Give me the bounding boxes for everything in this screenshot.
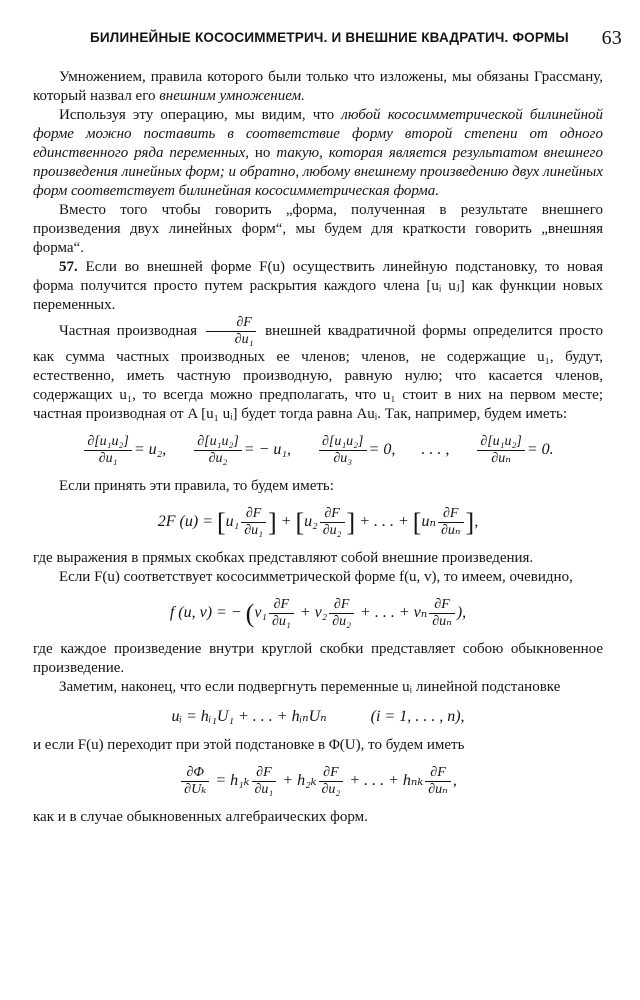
- running-header: [90, 27, 622, 49]
- page-number: 63: [601, 27, 622, 49]
- paragraph-1: Умножением, правила которого были только что изложены, мы обязаны Грассману, который назвал его внешним умножением.: [33, 69, 603, 104]
- equation-2F: 2F (u) = [u₁ $\frac{\partial F}{\text{∂u₁}}$ ] + [u₂ $\frac{\partial F}{\text{∂u₂}}$ ] + . . . + [uₙ $\frac{\partial F}{\text{∂uₙ}}$ ],: [157, 506, 479, 538]
- paragraph-8: Если F(u) соответствует кососимметрической форме f(u, v), то имеем, очевидно,: [59, 569, 573, 585]
- equation-partials: $\frac{\text{∂[u₁u₂]}}{\text{∂u₁}}$ = u₂, $\frac{\text{∂[u₁u₂]}}{\text{∂u₂}}$ = − u₁, $\frac{\text{∂[u₁u₂]}}{\text{∂u₃}}$ = 0, . . . , $\frac{\text{∂[u₁u₂]}}{\text{∂uₙ}}$ = 0.: [33, 434, 603, 467]
- paragraph-10: Заметим, наконец, что если подвергнуть переменные uᵢ линейной подстановке: [59, 679, 561, 695]
- paragraph-12: как и в случае обыкновенных алгебраических форм.: [33, 809, 368, 825]
- paragraph-2: Используя эту операцию, мы видим, что любой кососимметрической билинейной форме можно поставить в соответствие форму второй степени от одного единственного ряда переменных, но такую, которая является результатом внешнего произведения линейных форм; и обратно, любому внешнему произведению двух линейных форм соответствует билинейная кососимметрическая форма.: [33, 107, 604, 199]
- section-number: 57.: [59, 259, 78, 275]
- fraction: $\frac{\partial F}{\text{∂u₁}}$: [206, 315, 257, 348]
- header-title: БИЛИНЕЙНЫЕ КОСОСИММЕТРИЧ. И ВНЕШНИЕ КВАДРАТИЧ. ФОРМЫ: [90, 30, 569, 45]
- paragraph-57: 57. Если во внешней форме F(u) осуществить линейную подстановку, то новая форма получится просто путем раскрытия каждого члена [uᵢ uⱼ] как функции новых переменных.: [33, 259, 603, 313]
- equation-phi: $\frac{\partial\Phi}{\text{∂Uₖ}}$ = h₁ₖ $\frac{\partial F}{\text{∂u₁}}$ + h₂ₖ $\frac{\partial F}{\text{∂u₂}}$ + . . . + hₙₖ $\frac{\partial F}{\text{∂uₙ}}$ ,: [33, 765, 603, 798]
- paragraph-5: Частная производная $\frac{\partial F}{\text{∂u₁}}$ внешней квадратичной формы определится просто как сумма частных производных ее членов; членов, не содержащие u₁, будут, естественно, иметь частную производную, равную нулю; что касается членов, содержащих u₁, то всегда можно предполагать, что u₁ стоит в них на первом месте; частная производная от A [u₁ uᵢ] будет тогда равна Auᵢ. Так, например, будем иметь:: [33, 315, 604, 422]
- equation-f: f (u, v) = − (v₁ $\frac{\partial F}{\text{∂u₁}}$ + v₂ $\frac{\partial F}{\text{∂u₂}}$ + . . . + vₙ $\frac{\partial F}{\text{∂uₙ}}$ ),: [169, 597, 467, 629]
- paragraph-9: где каждое произведение внутри круглой скобки представляет собою обыкновенное произведение.: [33, 641, 603, 676]
- paragraph-6: Если принять эти правила, то будем иметь:: [59, 478, 334, 494]
- paragraph-7: где выражения в прямых скобках представляют собой внешние произведения.: [33, 550, 534, 566]
- body-text: [33, 68, 603, 827]
- paragraph-11: и если F(u) переходит при этой подстановке в Φ(U), то будем иметь: [33, 737, 465, 753]
- paragraph-3: Вместо того чтобы говорить „форма, полученная в результате внешнего произведения двух линейных форм“, мы будем для краткости говорить „внешняя форма“.: [33, 202, 603, 256]
- equation-substitution: uᵢ = hᵢ₁U₁ + . . . + hᵢₙUₙ (i = 1, . . . , n),: [171, 708, 465, 725]
